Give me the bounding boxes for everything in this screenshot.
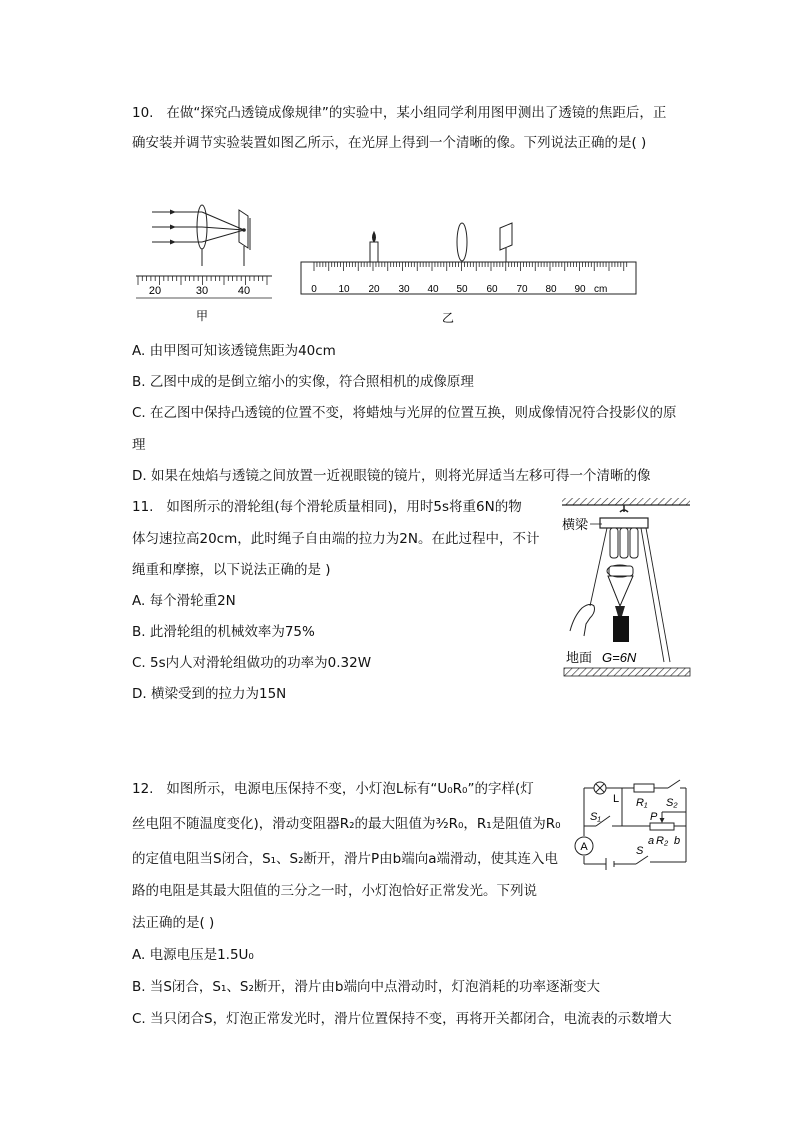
q11-option-c: C. 5s内人对滑轮组做功的功率为0.32W	[132, 655, 372, 671]
weight-block	[613, 616, 629, 642]
q11-option-d: D. 横梁受到的拉力为15N	[132, 686, 287, 702]
ceiling	[562, 498, 690, 505]
end-b-label: b	[674, 835, 681, 847]
yi-tick-label-70: 70	[516, 284, 528, 295]
q12-option-b: B. 当S闭合，S₁、S₂断开，滑片由b端向中点滑动时，灯泡消耗的功率逐渐变大	[132, 979, 600, 995]
yi-tick-label-60: 60	[486, 284, 498, 295]
yi-tick-label-0: 0	[311, 284, 317, 295]
yi-unit: cm	[594, 284, 608, 295]
circuit-figure	[570, 776, 692, 874]
q10-option-c: C. 在乙图中保持凸透镜的位置不变，将蜡烛与光屏的位置互换，则成像情况符合投影仪的原	[132, 405, 677, 421]
jia-tick-label-40: 40	[237, 285, 251, 297]
q11-stem-1: 如图所示的滑轮组(每个滑轮质量相同)，用时5s将重6N的物	[166, 499, 522, 515]
r1-label: R₁	[636, 797, 648, 809]
yi-tick-label-50: 50	[456, 284, 468, 295]
figure-yi	[298, 212, 640, 328]
ground-label: 地面	[566, 650, 593, 665]
q10-option-a: A. 由甲图可知该透镜焦距为40cm	[132, 343, 336, 359]
s2-label: S₂	[666, 797, 678, 809]
beam-label: 横梁	[562, 517, 589, 532]
lamp-label: L	[613, 793, 620, 805]
yi-tick-label-80: 80	[545, 284, 557, 295]
q12-line5: 法正确的是( )	[132, 915, 215, 931]
slider-p-label: P	[650, 811, 658, 823]
crossbeam	[600, 518, 648, 528]
yi-tick-label-20: 20	[368, 284, 380, 295]
q12-line4: 路的电阻是其最大阻值的三分之一时，小灯泡恰好正常发光。下列说	[132, 883, 537, 899]
q10-number: 10.	[132, 105, 154, 121]
switch-s-label: S	[636, 845, 644, 857]
q11-option-a: A. 每个滑轮重2N	[132, 593, 236, 609]
jia-tick-label-30: 30	[195, 285, 209, 297]
yi-tick-label-10: 10	[338, 284, 350, 295]
q11-line2: 体匀速拉高20cm，此时绳子自由端的拉力为2N。在此过程中，不计	[132, 531, 540, 547]
q10-line2: 确安装并调节实验装置如图乙所示，在光屏上得到一个清晰的像。下列说法正确的是( )	[132, 135, 647, 151]
q11-number: 11.	[132, 499, 154, 515]
pulley-figure	[560, 496, 694, 682]
q10-stem-1: 在做“探究凸透镜成像规律”的实验中，某小组同学利用图甲测出了透镜的焦距后，正	[166, 105, 667, 121]
q12-line3: 的定值电阻当S闭合，S₁、S₂断开，滑片P由b端向a端滑动，使其连入电	[132, 851, 559, 867]
q11-line3: 绳重和摩擦，以下说法正确的是 )	[132, 562, 331, 578]
q10-option-c-cont: 理	[132, 437, 146, 453]
yi-tick-label-30: 30	[398, 284, 410, 295]
yi-tick-label-90: 90	[574, 284, 586, 295]
yi-tick-label-40: 40	[427, 284, 439, 295]
figure-jia	[132, 200, 282, 325]
q12-option-c: C. 当只闭合S，灯泡正常发光时，滑片位置保持不变，再将开关都闭合，电流表的示数增大	[132, 1011, 672, 1027]
end-a-label: a	[648, 835, 655, 847]
q12-line2: 丝电阻不随温度变化)，滑动变阻器R₂的最大阻值为³⁄₂R₀，R₁是阻值为R₀	[132, 816, 561, 832]
q10-option-b: B. 乙图中成的是倒立缩小的实像，符合照相机的成像原理	[132, 374, 474, 390]
q12-number: 12.	[132, 781, 154, 797]
r2-label: R₂	[656, 835, 669, 847]
jia-caption: 甲	[195, 309, 209, 323]
q11-option-b: B. 此滑轮组的机械效率为75%	[132, 624, 315, 640]
q12-line1	[132, 780, 534, 798]
jia-tick-label-20: 20	[148, 285, 162, 297]
weight-label: G=6N	[602, 650, 637, 665]
s1-label: S₁	[590, 811, 601, 823]
q10-option-d: D. 如果在烛焰与透镜之间放置一近视眼镜的镜片，则将光屏适当左移可得一个清晰的像	[132, 468, 651, 484]
ground	[564, 668, 690, 676]
q10-line1	[132, 104, 666, 122]
yi-caption: 乙	[441, 311, 455, 325]
ammeter-label: A	[580, 841, 588, 853]
q12-stem-1: 如图所示，电源电压保持不变，小灯泡L标有“U₀R₀”的字样(灯	[166, 781, 534, 797]
q11-line1	[132, 498, 522, 516]
q12-option-a: A. 电源电压是1.5U₀	[132, 947, 254, 963]
